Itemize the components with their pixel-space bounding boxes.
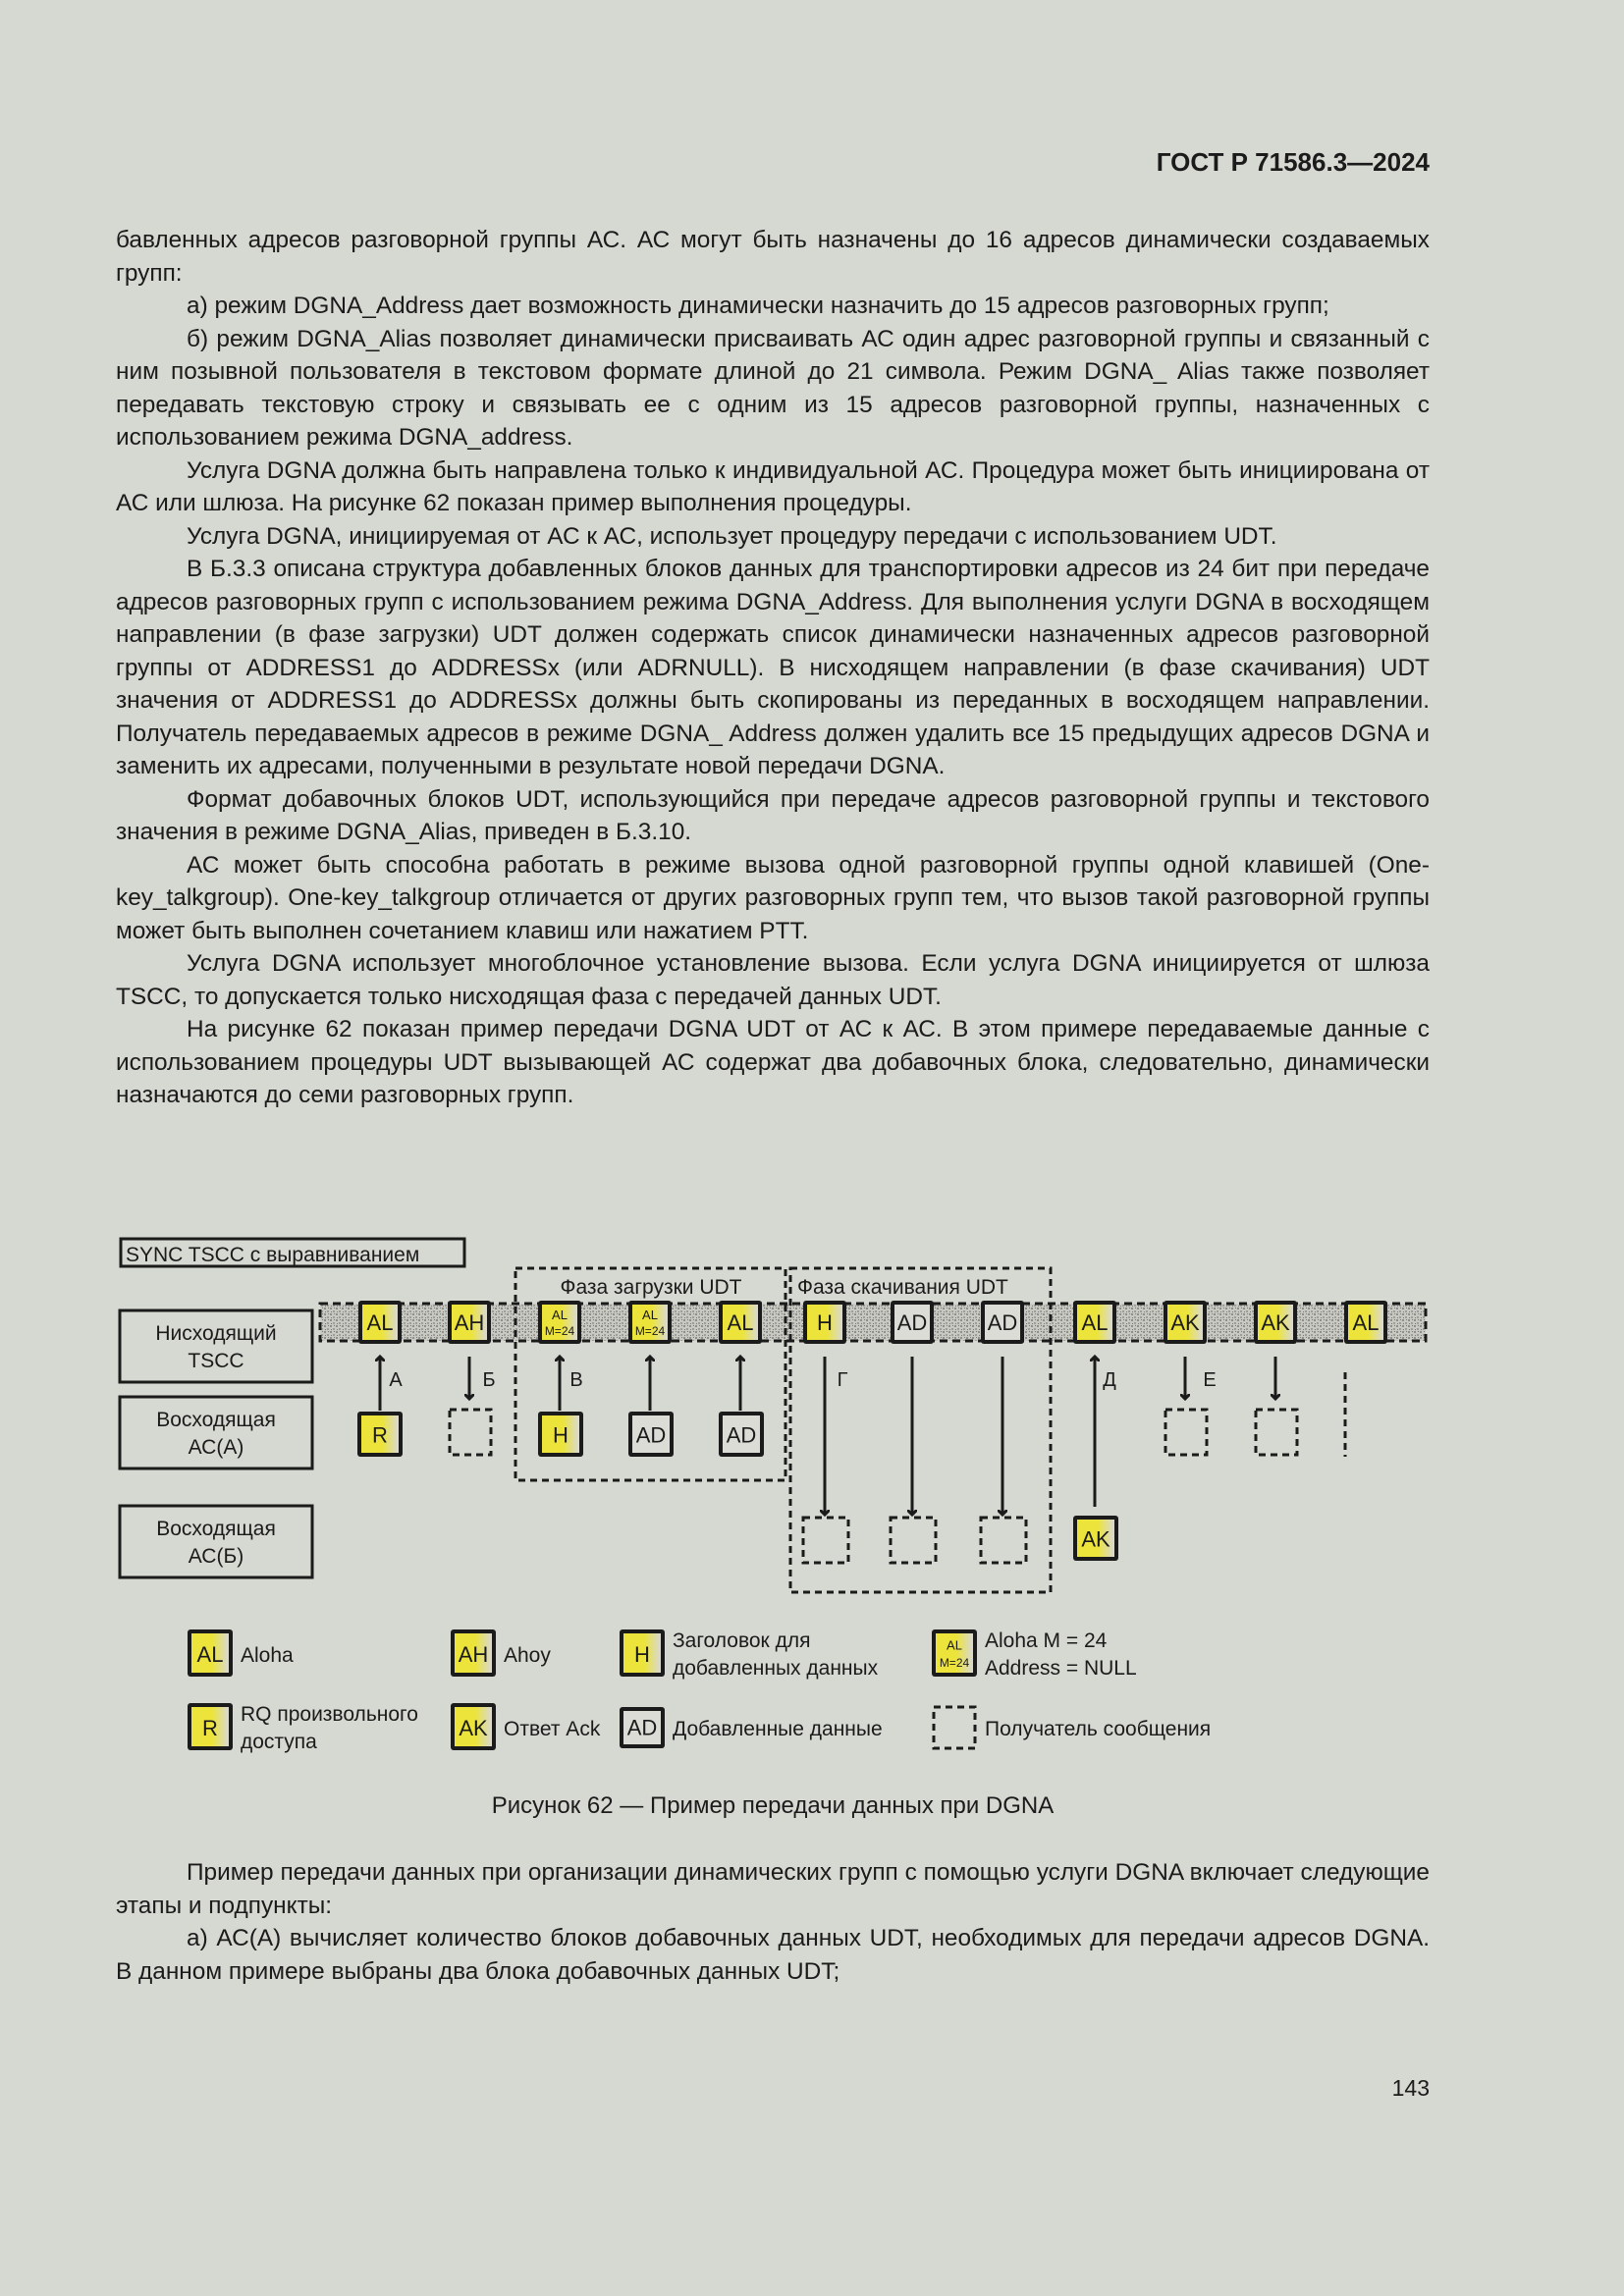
slot-block [538,1301,581,1344]
legend-text: Address = NULL [985,1657,1137,1680]
document-header: ГОСТ Р 71586.3—2024 [1156,147,1430,177]
paragraph: Формат добавочных блоков UDT, использующийся при передаче адресов разговорной группы и текстового значения в режиме DGNA_Alias, приведен в Б.3.10. [116,785,1430,845]
receiver-box [803,1518,848,1563]
legend-symbol [451,1703,496,1750]
legend-text: Получатель сообщения [985,1718,1212,1740]
block-label: H [817,1310,833,1335]
download-phase-label: Фаза скачивания UDT [797,1276,1008,1299]
block-label: AL [1352,1310,1380,1335]
block-label: H [553,1422,568,1448]
paragraph: а) АС(А) вычисляет количество блоков добавочных данных UDT, необходимых для передачи адресов DGNA. В данном примере выбраны два блока добавочных данных UDT; [116,1925,1430,1985]
uplink-block-AD [719,1412,764,1457]
block-label: AL [642,1307,658,1322]
page-number: 143 [1391,2075,1430,2101]
row-label-line1: Восходящая [156,1409,276,1431]
legend-text: Добавленные данные [673,1718,883,1740]
legend-text: доступа [241,1731,317,1753]
body-text-bottom [116,1856,1430,1988]
paragraph: АС может быть способна работать в режиме вызова одной разговорной группы одной клавишей (One-key_talkgroup). One-key_talkgroup отличается от других разговорных групп тем, что вызов такой разговорной группы может быть выполнен сочетанием клавиш или нажатием PTT. [116,851,1430,944]
slot-block [448,1301,491,1344]
block-label: H [634,1641,650,1667]
uplink-block-AD [628,1412,674,1457]
legend-symbol [188,1703,233,1750]
slot-block [1344,1301,1387,1344]
block-label: AL [366,1310,394,1335]
legend-symbol [932,1629,977,1677]
paragraph: бавленных адресов разговорной группы АС. АС могут быть назначены до 16 адресов динамически создаваемых групп: [116,227,1430,287]
block-label: AL [947,1637,962,1653]
block-label: AD [635,1422,667,1448]
legend-text: RQ произвольного [241,1703,418,1726]
block-label: AK [459,1715,488,1740]
slot-block [981,1301,1024,1344]
paragraph: В Б.3.3 описана структура добавленных блоков данных для транспортировки адресов из 24 бит при передаче адресов разговорных групп с использованием режима DGNA_Address. Для выполнения услуги DGNA в восходящем направлении (в фазе загрузки) UDT должен содержать список динамически назначенных адресов разговорной группы от ADDRESS1 до ADDRESSx (или ADRNULL). В нисходящем направлении (в фазе скачивания) UDT значения от ADDRESS1 до ADDRESSx должны быть скопированы из переданных в восходящем направлении. Получатель передаваемых адресов в режиме DGNA_ Address должен удалить все 15 предыдущих адресов DGNA и заменить их адресами, полученными в результате новой передачи DGNA. [116,556,1430,779]
block-label: AL [1081,1310,1109,1335]
uplink-block-AK [1073,1516,1118,1561]
block-label: AK [1081,1526,1110,1552]
slot-block [628,1301,672,1344]
block-label: M=24 [634,1323,666,1338]
slot-block [719,1301,762,1344]
arrow-letter: В [569,1369,583,1391]
receiver-box [1256,1410,1297,1455]
legend-symbol [188,1629,233,1677]
block-label: AK [1261,1310,1290,1335]
uplink-block-H [538,1412,583,1457]
block-label: M=24 [544,1323,575,1338]
block-label: AD [626,1715,658,1740]
legend-symbol [934,1707,975,1748]
upload-phase-label: Фаза загрузки UDT [560,1276,742,1299]
block-label: AH [454,1310,485,1335]
paragraph: Пример передачи данных при организации динамических групп с помощью услуги DGNA включает следующие этапы и подпункты: [116,1859,1430,1919]
legend-symbol [451,1629,496,1677]
paragraph: а) режим DGNA_Address дает возможность динамически назначить до 15 адресов разговорных групп; [187,293,1329,319]
block-label: AL [196,1641,224,1667]
slot-block [803,1301,846,1344]
receiver-box [891,1518,936,1563]
slot-block [1073,1301,1116,1344]
legend-text: Ответ Ack [504,1718,601,1740]
arrow-letter: А [389,1369,403,1391]
paragraph: На рисунке 62 показан пример передачи DGNA UDT от АС к АС. В этом примере передаваемые данные с использованием процедуры UDT вызывающей АС содержат два добавочных блока, следовательно, динамически назначаются до семи разговорных групп. [116,1016,1430,1108]
row-label-line2: TSCC [188,1350,244,1372]
slot-block [1254,1301,1297,1344]
paragraph: Услуга DGNA, инициируемая от АС к АС, использует процедуру передачи с использованием UDT. [187,522,1277,550]
legend-text: Ahoy [504,1644,551,1667]
row-label-line1: Нисходящий [155,1322,277,1345]
block-label: M=24 [939,1656,970,1671]
block-label: AD [726,1422,757,1448]
legend-symbol [620,1707,665,1748]
block-label: AL [727,1310,754,1335]
legend-symbol [620,1629,665,1677]
block-label: AK [1170,1310,1200,1335]
block-label: AD [987,1310,1018,1335]
legend-text: добавленных данных [673,1657,879,1680]
arrow-letter: Е [1203,1369,1217,1391]
row-label-line2: АС(Б) [188,1545,244,1568]
arrow-letter: Г [837,1369,848,1391]
row-label-line1: Восходящая [156,1518,276,1540]
arrow-letter: Д [1103,1369,1116,1391]
block-label: R [202,1715,218,1740]
block-label: AH [458,1641,489,1667]
paragraph: Услуга DGNA должна быть направлена только к индивидуальной АС. Процедура может быть инициирована от АС или шлюза. На рисунке 62 показан пример выполнения процедуры. [116,456,1430,516]
legend-text: Aloha M = 24 [985,1629,1108,1652]
sync-label: SYNC TSCC с выравниванием [126,1244,420,1266]
block-label: R [372,1422,388,1448]
slot-block [1164,1301,1207,1344]
legend-text: Aloha [241,1644,294,1667]
paragraph: б) режим DGNA_Alias позволяет динамически присваивать АС один адрес разговорной группы и связанный с ним позывной пользователя в текстовом формате длиной до 21 символа. Режим DGNA_ Alias также позволяет передавать текстовую строку и связывать ее с одним из 15 адресов разговорной группы, назначенных с использованием режима DGNA_address. [116,325,1430,451]
arrow-letter: Б [482,1369,496,1391]
legend-text: Заголовок для [673,1629,811,1652]
receiver-box [450,1410,491,1455]
paragraph: Услуга DGNA использует многоблочное установление вызова. Если услуга DGNA инициируется от шлюза TSCC, то допускается только нисходящая фаза с передачей данных UDT. [116,950,1430,1010]
receiver-box [981,1518,1026,1563]
figure-caption: Рисунок 62 — Пример передачи данных при DGNA [491,1792,1055,1819]
receiver-box [1165,1410,1207,1455]
row-label-line2: АС(А) [188,1436,244,1459]
block-label: AL [552,1307,568,1322]
slot-block [891,1301,934,1344]
uplink-block-R [357,1412,403,1457]
slot-block [358,1301,402,1344]
block-label: AD [896,1310,928,1335]
